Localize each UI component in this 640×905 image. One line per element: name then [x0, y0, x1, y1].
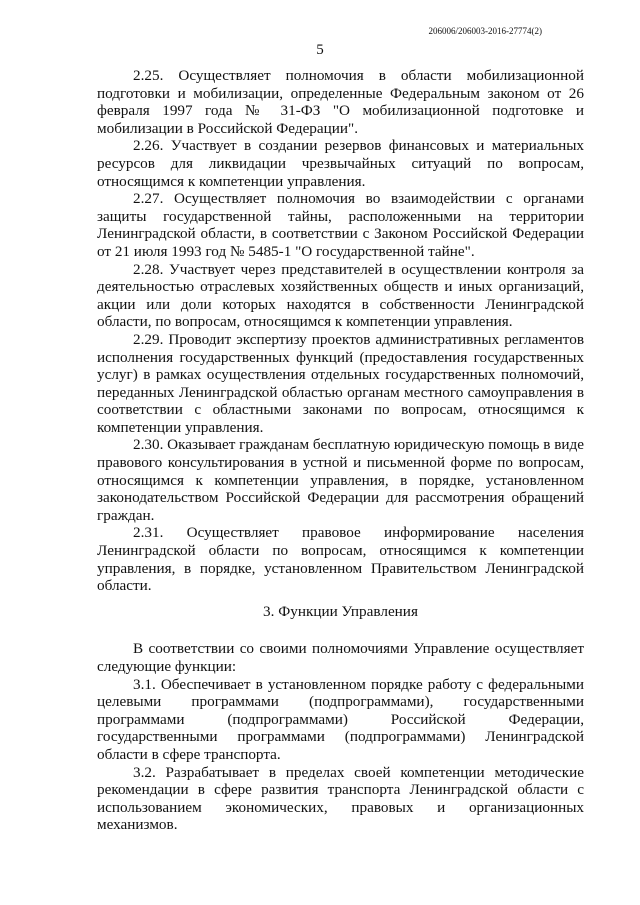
- document-body: [97, 67, 584, 834]
- section-intro: В соответствии со своими полномочиями Управление осуществляет следующие функции:: [97, 640, 584, 675]
- function-3-2: 3.2. Разрабатывает в пределах своей компетенции методические рекомендации в сфере развития транспорта Ленинградской области с использованием экономических, правовых и организационных механизмов.: [97, 763, 584, 834]
- paragraph-2-26: 2.26. Участвует в создании резервов финансовых и материальных ресурсов для ликвидации чрезвычайных ситуаций по вопросам, относящимся к компетенции управления.: [97, 137, 584, 190]
- paragraph-2-31: 2.31. Осуществляет правовое информирование населения Ленинградской области по вопросам, относящимся к компетенции управления, в порядке, установленном Правительством Ленинградской области.: [97, 524, 584, 595]
- page-number: 5: [316, 42, 324, 58]
- paragraph-2-28: 2.28. Участвует через представителей в осуществлении контроля за деятельностью отраслевых хозяйственных обществ и иных организаций, акции или доли которых находятся в собственности Ленинградской области, по вопросам, относящимся к компетенции управления.: [97, 260, 584, 331]
- document-registration-code: 206006/206003-2016-27774(2): [428, 26, 542, 36]
- section-heading: 3. Функции Управления: [263, 602, 418, 620]
- paragraph-2-30: 2.30. Оказывает гражданам бесплатную юридическую помощь в виде правового консультирования в устной и письменной форме по вопросам, относящимся к компетенции управления, в порядке, установленном законодательством Российской Федерации для рассмотрения обращений граждан.: [97, 436, 584, 524]
- paragraph-2-27: 2.27. Осуществляет полномочия во взаимодействии с органами защиты государственной тайны, расположенными на территории Ленинградской области, в соответствии с Законом Российской Федерации от 21 июля 1993 год № 5485-1 "О государственной тайне".: [97, 190, 584, 260]
- paragraph-2-25: 2.25. Осуществляет полномочия в области мобилизационной подготовки и мобилизации, определенные Федеральным законом от 26 февраля 1997 года № 31-ФЗ "О мобилизационной подготовке и мобилизации в Российской Федерации".: [97, 67, 584, 137]
- function-3-1: 3.1. Обеспечивает в установленном порядке работу с федеральными целевыми программами (подпрограммами), государственными программами (подпрограммами) Российской Федерации, государственными программами (подпрограммами) Ленинградской области в сфере транспорта.: [97, 675, 584, 763]
- paragraph-2-29: 2.29. Проводит экспертизу проектов административных регламентов исполнения государственных функций (предоставления государственных услуг) в рамках осуществления отдельных государственных полномочий, переданных Ленинградской областью органам местного самоуправления в соответствии с областными законами по вопросам, относящимся к компетенции управления.: [97, 330, 584, 436]
